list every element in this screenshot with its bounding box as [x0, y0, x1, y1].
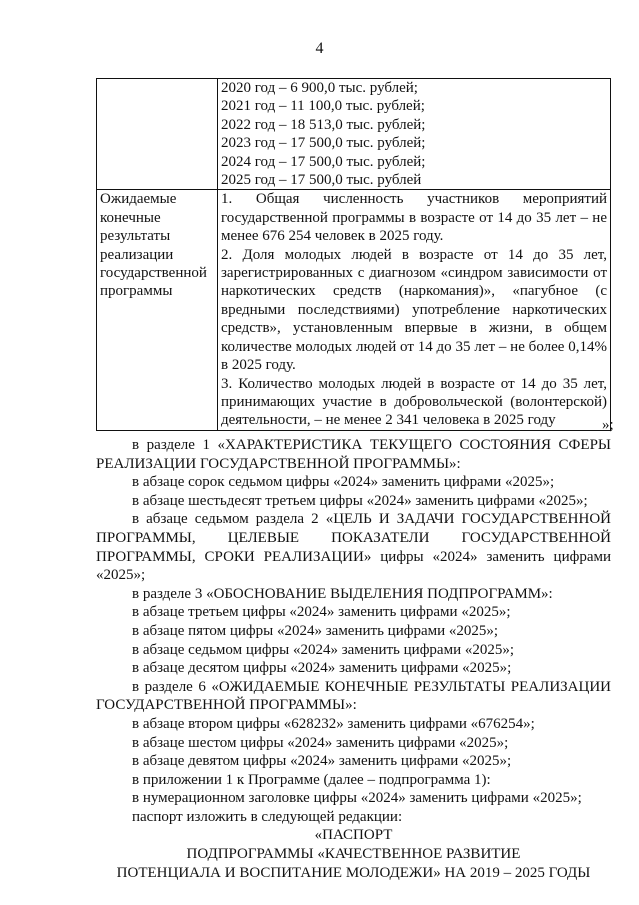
- amendment-paragraph: в нумерационном заголовке цифры «2024» заменить цифрами «2025»;: [132, 790, 582, 807]
- amendment-paragraph: в абзаце седьмом цифры «2024» заменить цифрами «2025»;: [132, 641, 515, 658]
- program-passport-table: [96, 78, 611, 431]
- table-closing-quote: »;: [602, 417, 614, 433]
- funding-value-cell: [218, 79, 611, 190]
- amendment-paragraph: паспорт изложить в следующей редакции:: [132, 808, 403, 825]
- funding-year-2025: 2025 год – 17 500,0 тыс. рублей: [221, 172, 422, 189]
- funding-year-2021: 2021 год – 11 100,0 тыс. рублей;: [221, 98, 425, 115]
- amendment-paragraph: в абзаце девятом цифры «2024» заменить цифрами «2025»;: [132, 753, 512, 770]
- amendment-paragraph: в абзаце третьем цифры «2024» заменить цифрами «2025»;: [132, 604, 511, 621]
- amendment-paragraph: в абзаце втором цифры «628232» заменить цифрами «676254»;: [132, 715, 535, 732]
- funding-year-2022: 2022 год – 18 513,0 тыс. рублей;: [221, 116, 426, 133]
- amendment-paragraph: в приложении 1 к Программе (далее – подпрограмма 1):: [132, 771, 491, 788]
- funding-label-cell: [97, 79, 218, 190]
- passport-heading-line-3: ПОТЕНЦИАЛА И ВОСПИТАНИЕ МОЛОДЕЖИ» НА 2019 – 2025 ГОДЫ: [116, 864, 591, 881]
- amendment-paragraph: в разделе 6 «ОЖИДАЕМЫЕ КОНЕЧНЫЕ РЕЗУЛЬТАТЫ РЕАЛИЗАЦИИ ГОСУДАРСТВЕННОЙ ПРОГРАММЫ»:: [96, 678, 611, 714]
- funding-year-2023: 2023 год – 17 500,0 тыс. рублей;: [221, 135, 426, 152]
- amendment-paragraph: в разделе 3 «ОБОСНОВАНИЕ ВЫДЕЛЕНИЯ ПОДПРОГРАММ»:: [132, 585, 553, 602]
- amendment-paragraph: в абзаце пятом цифры «2024» заменить цифрами «2025»;: [132, 622, 499, 639]
- result-item-1: 1. Общая численность участников мероприятий государственной программы в возрасте от 14 до 35 лет – не менее 676 254 человек в 2025 году.: [221, 191, 607, 245]
- passport-heading-line-2: ПОДПРОГРАММЫ «КАЧЕСТВЕННОЕ РАЗВИТИЕ: [186, 846, 521, 863]
- funding-row: [97, 79, 611, 190]
- result-item-2: 2. Доля молодых людей в возрасте от 14 до 35 лет, зарегистрированных с диагнозом «синдром зависимости от наркотических средств (наркомания)», «пагубное (с вредными последствиями) употребление наркотических средств», установленным впервые в жизни, в общем количестве молодых людей от 14 до 35 лет – не более 0,14% в 2025 году.: [221, 246, 607, 374]
- amendment-paragraph: в абзаце седьмом раздела 2 «ЦЕЛЬ И ЗАДАЧИ ГОСУДАРСТВЕННОЙ ПРОГРАММЫ, ЦЕЛЕВЫЕ ПОКАЗАТЕЛИ ГОСУДАРСТВЕННОЙ ПРОГРАММЫ, СРОКИ РЕАЛИЗАЦИИ» цифры «2024» заменить цифрами «2025»;: [96, 511, 611, 584]
- result-item-3: 3. Количество молодых людей в возрасте от 14 до 35 лет, принимающих участие в добровольческой (волонтерской) деятельности, – не менее 2 341 человека в 2025 году: [221, 375, 607, 429]
- funding-year-2024: 2024 год – 17 500,0 тыс. рублей;: [221, 153, 426, 170]
- page-number: 4: [315, 40, 324, 57]
- amendment-paragraph: в абзаце шестом цифры «2024» заменить цифрами «2025»;: [132, 734, 509, 751]
- amendment-paragraph: в абзаце сорок седьмом цифры «2024» заменить цифрами «2025»;: [132, 474, 555, 491]
- results-row: [97, 190, 611, 430]
- results-label-cell: Ожидаемые конечные результаты реализации государственной программы: [97, 190, 218, 430]
- funding-year-2020: 2020 год – 6 900,0 тыс. рублей;: [221, 80, 418, 96]
- amendments-text: [96, 436, 611, 882]
- amendment-paragraph: в абзаце шестьдесят третьем цифры «2024» заменить цифрами «2025»;: [132, 492, 588, 509]
- amendment-paragraph: в разделе 1 «ХАРАКТЕРИСТИКА ТЕКУЩЕГО СОСТОЯНИЯ СФЕРЫ РЕАЛИЗАЦИИ ГОСУДАРСТВЕННОЙ ПРОГРАММЫ»:: [96, 437, 611, 472]
- passport-heading-line-1: «ПАСПОРТ: [314, 827, 393, 844]
- amendment-paragraph: в абзаце десятом цифры «2024» заменить цифрами «2025»;: [132, 660, 512, 677]
- results-value-cell: [218, 190, 611, 430]
